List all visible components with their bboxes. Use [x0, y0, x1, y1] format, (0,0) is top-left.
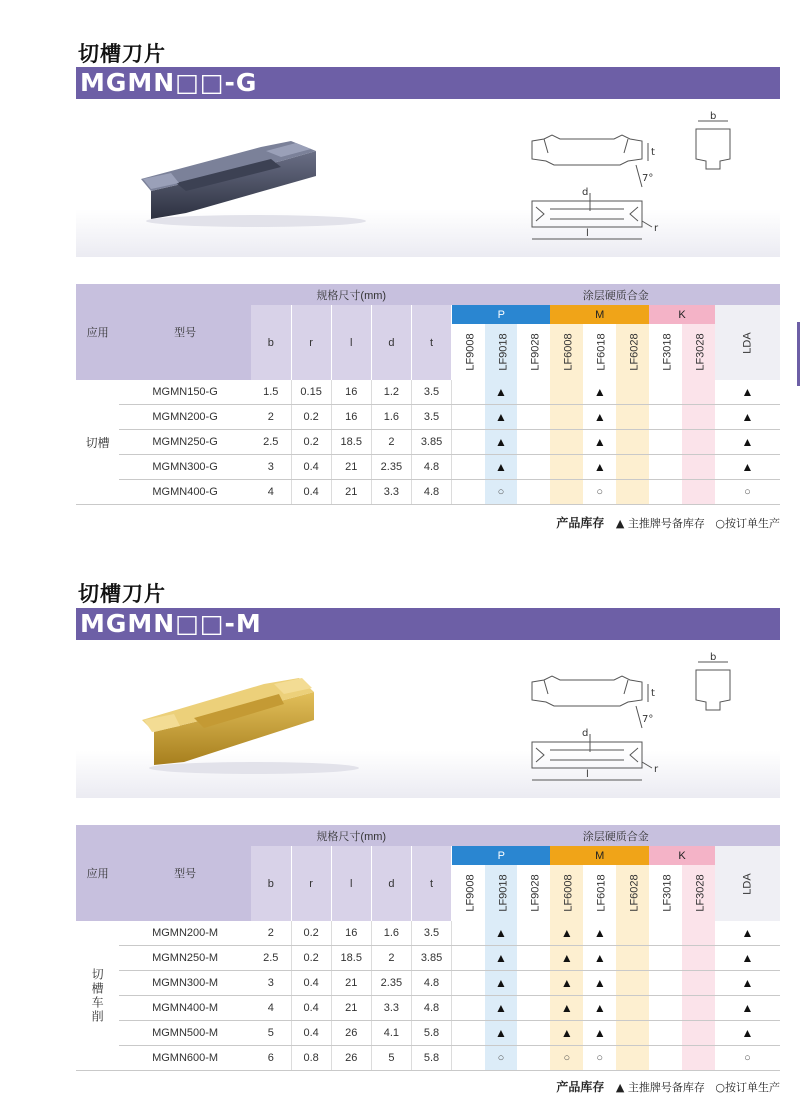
availability-mark: ▲ [485, 971, 518, 996]
dim-label-b: b [710, 652, 717, 663]
availability-mark: ○ [583, 480, 616, 505]
header-dim-d: d [371, 305, 411, 380]
grade-header: LF3028 [682, 865, 715, 921]
grade-header: LF3028 [682, 324, 715, 380]
availability-empty [517, 380, 550, 405]
availability-empty [649, 971, 682, 996]
dim-l-cell: 21 [331, 996, 371, 1021]
grade-header: LF6028 [616, 324, 649, 380]
availability-mark: ▲ [715, 946, 780, 971]
dim-r-cell: 0.2 [291, 946, 331, 971]
availability-empty [616, 455, 649, 480]
availability-mark: ▲ [715, 921, 780, 946]
dim-b-cell: 5 [251, 1021, 291, 1046]
dim-l-cell: 16 [331, 380, 371, 405]
availability-empty [616, 1046, 649, 1071]
spec-table-g [76, 284, 780, 505]
section-title: 切槽刀片 [78, 582, 166, 606]
availability-mark: ▲ [550, 996, 583, 1021]
availability-empty [452, 380, 485, 405]
grade-header: LF9008 [464, 874, 477, 912]
model-cell: MGMN200-M [119, 921, 251, 946]
dim-d-cell: 3.3 [371, 996, 411, 1021]
availability-empty [616, 480, 649, 505]
grade-header: LF9028 [530, 333, 543, 371]
header-dim-r: r [291, 846, 331, 921]
availability-empty [649, 380, 682, 405]
availability-empty [452, 455, 485, 480]
header-application: 应用 [76, 284, 119, 380]
availability-mark: ▲ [485, 946, 518, 971]
dim-t-cell: 3.5 [411, 921, 451, 946]
dim-l-cell: 21 [331, 480, 371, 505]
availability-mark: ▲ [583, 971, 616, 996]
grade-header: LF3018 [661, 333, 674, 371]
availability-empty [452, 405, 485, 430]
insert-photo-m [134, 670, 384, 780]
availability-mark: ▲ [550, 946, 583, 971]
availability-mark: ▲ [583, 921, 616, 946]
model-cell: MGMN250-M [119, 946, 251, 971]
dim-l-cell: 18.5 [331, 946, 371, 971]
availability-empty [649, 921, 682, 946]
stock-legend [556, 514, 780, 531]
dim-b-cell: 2.5 [251, 946, 291, 971]
availability-empty [517, 455, 550, 480]
dim-r-cell: 0.2 [291, 430, 331, 455]
dim-r-cell: 0.4 [291, 455, 331, 480]
dim-b-cell: 2 [251, 921, 291, 946]
dim-d-cell: 5 [371, 1046, 411, 1071]
availability-mark: ▲ [583, 380, 616, 405]
availability-empty [682, 971, 715, 996]
dim-b-cell: 4 [251, 480, 291, 505]
dim-label-d: d [582, 187, 589, 198]
dim-d-cell: 1.6 [371, 921, 411, 946]
dim-d-cell: 2 [371, 946, 411, 971]
application-cell: 切槽车削 [76, 921, 119, 1071]
legend-stock: ▲ 主推牌号备库存 [615, 517, 705, 530]
header-dim-b: b [251, 846, 291, 921]
dim-t-cell: 4.8 [411, 480, 451, 505]
table-row [76, 921, 780, 946]
insert-dimension-drawing-m [524, 650, 764, 790]
dim-label-r: r [654, 764, 659, 775]
grade-header: LF9028 [530, 874, 543, 912]
dim-l-cell: 16 [331, 405, 371, 430]
availability-empty [682, 921, 715, 946]
availability-mark: ○ [715, 1046, 780, 1071]
dim-b-cell: 4 [251, 996, 291, 1021]
table-row [76, 996, 780, 1021]
availability-mark: ○ [583, 1046, 616, 1071]
table-row [76, 480, 780, 505]
dim-b-cell: 1.5 [251, 380, 291, 405]
group-p: P [452, 305, 551, 324]
availability-empty [616, 380, 649, 405]
model-cell: MGMN150-G [119, 380, 251, 405]
availability-empty [616, 1021, 649, 1046]
dim-b-cell: 3 [251, 455, 291, 480]
dim-d-cell: 4.1 [371, 1021, 411, 1046]
grade-lda-header: LDA [715, 305, 780, 380]
table-row [76, 1021, 780, 1046]
availability-mark: ▲ [583, 430, 616, 455]
header-dim-t: t [411, 305, 451, 380]
header-dimensions: 规格尺寸(mm) [251, 825, 452, 846]
availability-empty [452, 1021, 485, 1046]
model-cell: MGMN400-M [119, 996, 251, 1021]
table-row [76, 405, 780, 430]
header-dim-l: l [331, 305, 371, 380]
availability-empty [550, 405, 583, 430]
product-banner: MGMN□□-M [76, 608, 780, 640]
group-m: M [550, 305, 649, 324]
dim-label-d: d [582, 728, 589, 739]
availability-empty [550, 480, 583, 505]
availability-empty [649, 430, 682, 455]
availability-empty [616, 430, 649, 455]
dim-r-cell: 0.4 [291, 971, 331, 996]
dim-b-cell: 2.5 [251, 430, 291, 455]
availability-mark: ○ [485, 480, 518, 505]
availability-empty [616, 971, 649, 996]
model-cell: MGMN200-G [119, 405, 251, 430]
insert-dimension-drawing-g [524, 109, 764, 249]
dim-r-cell: 0.8 [291, 1046, 331, 1071]
product-image-area [76, 99, 780, 257]
availability-empty [517, 480, 550, 505]
application-cell: 切槽 [76, 380, 119, 505]
group-k: K [649, 846, 715, 865]
availability-empty [517, 1046, 550, 1071]
dim-l-cell: 16 [331, 921, 371, 946]
availability-empty [649, 480, 682, 505]
availability-empty [452, 996, 485, 1021]
availability-empty [452, 946, 485, 971]
grade-header: LF6018 [595, 874, 608, 912]
group-k: K [649, 305, 715, 324]
header-dim-d: d [371, 846, 411, 921]
availability-empty [682, 480, 715, 505]
availability-empty [550, 430, 583, 455]
dim-label-l: l [586, 769, 589, 780]
availability-mark: ▲ [715, 405, 780, 430]
availability-empty [550, 380, 583, 405]
header-dimensions: 规格尺寸(mm) [251, 284, 452, 305]
availability-empty [517, 946, 550, 971]
header-dim-b: b [251, 305, 291, 380]
dim-label-r: r [654, 223, 659, 234]
availability-empty [452, 480, 485, 505]
availability-mark: ▲ [715, 430, 780, 455]
dim-r-cell: 0.4 [291, 996, 331, 1021]
availability-mark: ▲ [550, 971, 583, 996]
availability-empty [649, 1046, 682, 1071]
section-title: 切槽刀片 [78, 42, 166, 66]
dim-d-cell: 2.35 [371, 971, 411, 996]
dim-t-cell: 5.8 [411, 1021, 451, 1046]
availability-empty [517, 1021, 550, 1046]
legend-order: ○按订单生产 [715, 1081, 780, 1094]
grade-header: LF9018 [485, 324, 518, 380]
dim-r-cell: 0.15 [291, 380, 331, 405]
availability-empty [682, 455, 715, 480]
dim-t-cell: 4.8 [411, 455, 451, 480]
availability-mark: ▲ [485, 405, 518, 430]
legend-label: 产品库存 [556, 1080, 605, 1094]
model-cell: MGMN600-M [119, 1046, 251, 1071]
dim-d-cell: 2.35 [371, 455, 411, 480]
availability-mark: ▲ [715, 971, 780, 996]
dim-d-cell: 3.3 [371, 480, 411, 505]
dim-label-l: l [586, 228, 589, 239]
availability-mark: ○ [485, 1046, 518, 1071]
dim-l-cell: 21 [331, 971, 371, 996]
header-dim-r: r [291, 305, 331, 380]
availability-empty [517, 405, 550, 430]
availability-empty [682, 1046, 715, 1071]
availability-mark: ○ [550, 1046, 583, 1071]
availability-empty [517, 430, 550, 455]
availability-empty [649, 946, 682, 971]
availability-mark: ▲ [550, 921, 583, 946]
grade-header: LF3018 [661, 874, 674, 912]
model-cell: MGMN500-M [119, 1021, 251, 1046]
availability-empty [682, 380, 715, 405]
availability-mark: ▲ [715, 1021, 780, 1046]
legend-order: ○按订单生产 [715, 517, 780, 530]
group-m: M [550, 846, 649, 865]
availability-mark: ▲ [485, 996, 518, 1021]
dim-b-cell: 2 [251, 405, 291, 430]
dim-r-cell: 0.2 [291, 405, 331, 430]
dim-d-cell: 1.2 [371, 380, 411, 405]
header-coating: 涂层硬质合金 [452, 825, 780, 846]
availability-empty [616, 996, 649, 1021]
dim-l-cell: 26 [331, 1046, 371, 1071]
dim-t-cell: 3.5 [411, 380, 451, 405]
legend-stock: ▲ 主推牌号备库存 [615, 1081, 705, 1094]
dim-t-cell: 4.8 [411, 971, 451, 996]
dim-l-cell: 21 [331, 455, 371, 480]
header-coating: 涂层硬质合金 [452, 284, 780, 305]
grade-header: LF9008 [464, 333, 477, 371]
dim-b-cell: 6 [251, 1046, 291, 1071]
grade-header: LF6008 [550, 865, 583, 921]
availability-empty [452, 921, 485, 946]
model-cell: MGMN400-G [119, 480, 251, 505]
grade-header: LF9018 [485, 865, 518, 921]
availability-empty [649, 405, 682, 430]
stock-legend [556, 1078, 780, 1095]
availability-empty [682, 996, 715, 1021]
availability-mark: ▲ [485, 921, 518, 946]
availability-empty [649, 1021, 682, 1046]
availability-mark: ▲ [583, 405, 616, 430]
availability-mark: ▲ [583, 996, 616, 1021]
header-model: 型号 [119, 284, 251, 380]
model-cell: MGMN300-M [119, 971, 251, 996]
product-banner: MGMN□□-G [76, 67, 780, 99]
table-row [76, 971, 780, 996]
availability-empty [649, 455, 682, 480]
insert-photo-g [131, 131, 381, 231]
table-row [76, 430, 780, 455]
availability-mark: ▲ [485, 430, 518, 455]
dim-t-cell: 5.8 [411, 1046, 451, 1071]
availability-empty [452, 430, 485, 455]
availability-mark: ▲ [583, 455, 616, 480]
dim-d-cell: 1.6 [371, 405, 411, 430]
availability-mark: ▲ [583, 946, 616, 971]
header-dim-t: t [411, 846, 451, 921]
product-image-area [76, 640, 780, 798]
dim-l-cell: 18.5 [331, 430, 371, 455]
availability-empty [616, 921, 649, 946]
dim-label-t: t [651, 688, 655, 699]
availability-mark: ▲ [715, 380, 780, 405]
dim-b-cell: 3 [251, 971, 291, 996]
availability-empty [616, 405, 649, 430]
availability-mark: ▲ [550, 1021, 583, 1046]
availability-empty [682, 1021, 715, 1046]
availability-empty [682, 405, 715, 430]
availability-empty [517, 971, 550, 996]
dim-d-cell: 2 [371, 430, 411, 455]
availability-empty [550, 455, 583, 480]
grade-header: LF6008 [550, 324, 583, 380]
header-model: 型号 [119, 825, 251, 921]
dim-label-b: b [710, 111, 717, 122]
availability-empty [682, 430, 715, 455]
availability-mark: ▲ [485, 380, 518, 405]
availability-mark: ▲ [485, 455, 518, 480]
grade-lda-header: LDA [715, 846, 780, 921]
grade-header: LF6018 [595, 333, 608, 371]
availability-empty [616, 946, 649, 971]
dim-label-angle: 7° [642, 173, 654, 184]
model-cell: MGMN300-G [119, 455, 251, 480]
availability-empty [649, 996, 682, 1021]
availability-empty [682, 946, 715, 971]
availability-mark: ▲ [715, 455, 780, 480]
availability-mark: ▲ [583, 1021, 616, 1046]
availability-empty [517, 921, 550, 946]
availability-mark: ▲ [485, 1021, 518, 1046]
availability-empty [517, 996, 550, 1021]
dim-t-cell: 4.8 [411, 996, 451, 1021]
table-row [76, 380, 780, 405]
dim-r-cell: 0.4 [291, 480, 331, 505]
availability-empty [452, 971, 485, 996]
availability-mark: ○ [715, 480, 780, 505]
table-row [76, 1046, 780, 1071]
dim-r-cell: 0.2 [291, 921, 331, 946]
dim-t-cell: 3.85 [411, 946, 451, 971]
dim-label-t: t [651, 147, 655, 158]
header-application: 应用 [76, 825, 119, 921]
dim-t-cell: 3.5 [411, 405, 451, 430]
dim-t-cell: 3.85 [411, 430, 451, 455]
header-dim-l: l [331, 846, 371, 921]
dim-r-cell: 0.4 [291, 1021, 331, 1046]
availability-mark: ▲ [715, 996, 780, 1021]
legend-label: 产品库存 [556, 516, 605, 530]
table-row [76, 946, 780, 971]
dim-l-cell: 26 [331, 1021, 371, 1046]
model-cell: MGMN250-G [119, 430, 251, 455]
availability-empty [452, 1046, 485, 1071]
table-row [76, 455, 780, 480]
dim-label-angle: 7° [642, 714, 654, 725]
spec-table-m [76, 825, 780, 1071]
grade-header: LF6028 [616, 865, 649, 921]
group-p: P [452, 846, 551, 865]
